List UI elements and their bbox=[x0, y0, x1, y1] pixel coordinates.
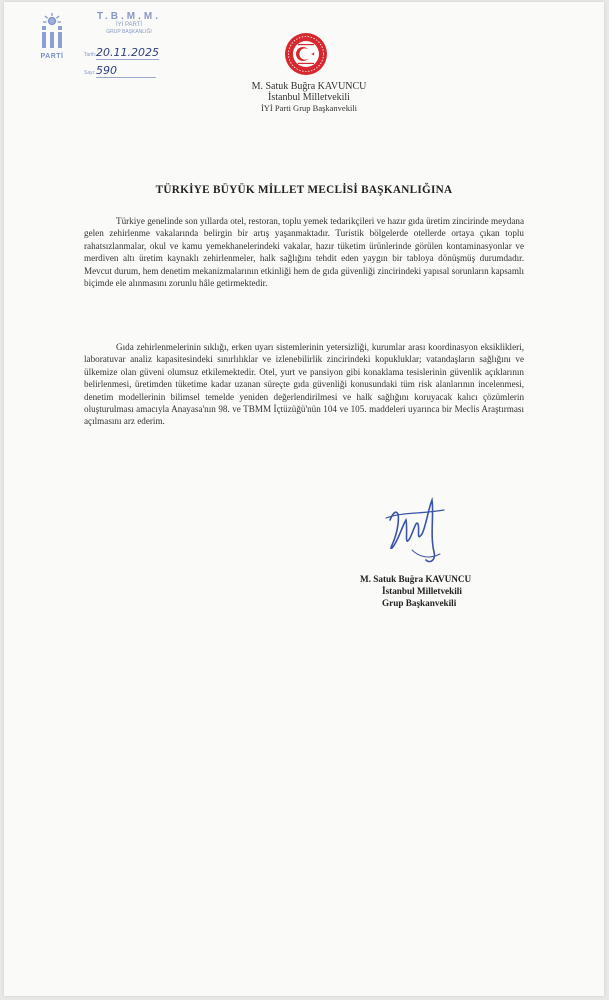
tbmm-emblem-icon bbox=[284, 32, 328, 76]
stamp-number-value: 590 bbox=[96, 64, 156, 78]
stamp-date-label: Tarih: bbox=[84, 52, 97, 58]
body-paragraph: Gıda zehirlenmelerinin sıklığı, erken uyarı sistemlerinin yetersizliği, kurumlar arası koordinasyon eksiklikleri, laboratuvar analiz kapasitesindeki sınırlılıklar ve izlenebilirlik zincirindeki kopukluklar; vatandaşların sağlığını ve ülkemize olan güveni olumsuz etkilemektedir. Otel, yurt ve pansiyon gibi konaklama tesislerinin güvenlik açıklarının belirlenmesi, üretimden tüketime kadar uzanan süreçte gıda güvenliği konusundaki tüm risk alanlarının incelenmesi, denetim modellerinin bilimsel temelde yeniden değerlendirilmesi ve halk sağlığını koruyacak kalıcı çözümlerin oluşturulması amacıyla Anayasa'nın 98. ve TBMM İçtüzüğü'nün 104 ve 105. maddeleri uyarınca bir Meclis Araştırması açılmasını arz ederim. bbox=[84, 342, 524, 427]
party-sun-icon bbox=[39, 12, 65, 52]
stamp-party: İYİ PARTİ bbox=[115, 22, 143, 28]
stamp-title: T.B.M.M. bbox=[97, 11, 161, 22]
party-logo-text: PARTİ bbox=[40, 53, 64, 60]
stamp-group: GRUP BAŞKANLIĞI bbox=[106, 29, 152, 35]
stamp-number-row bbox=[84, 64, 117, 77]
stamp-date-value: 20.11.2025 bbox=[96, 46, 159, 59]
body-paragraph: Türkiye genelinde son yıllarda otel, restoran, toplu yemek tedarikçileri ve hazır gıda üretim zincirinde meydana gelen zehirlenme vakalarında belirgin bir artış yaşanmaktadır. Turistik bölgelerde otellerde ortaya çıkan toplu rahatsızlanmalar, okul ve kamu yemekhanelerindeki vakalar, hazır tüketim ürünlerinde görülen kontaminasyonlar ve merdiven altı üretim kaynaklı zehirlenmeler, halk sağlığını tehdit eden yaygın bir tabloya dönüşmüş durumdadır. Mevcut durum, hem denetim mekanizmalarının etkinliği hem de gıda güvenliği zincirindeki yapısal sorunların kapsamlı biçimde ele alınmasını zorunlu hâle getirmektedir. bbox=[84, 216, 524, 289]
handwritten-signature bbox=[382, 490, 452, 570]
signature-name: M. Satuk Buğra KAVUNCU bbox=[360, 574, 472, 584]
header-position: İYİ Parti Grup Başkanvekili bbox=[260, 103, 358, 113]
document-title: TÜRKİYE BÜYÜK MİLLET MECLİSİ BAŞKANLIĞINA bbox=[155, 184, 453, 196]
document-header bbox=[194, 81, 424, 114]
signature-block bbox=[360, 573, 520, 610]
header-role: İstanbul Milletvekili bbox=[268, 92, 350, 103]
party-logo bbox=[32, 12, 72, 72]
signature-position: Grup Başkanvekili bbox=[382, 598, 457, 609]
document-page bbox=[4, 2, 604, 996]
header-name: M. Satuk Buğra KAVUNCU bbox=[251, 81, 367, 92]
signature-role: İstanbul Milletvekili bbox=[382, 586, 462, 597]
stamp-date-row bbox=[84, 46, 159, 59]
receipt-stamp bbox=[84, 11, 174, 77]
stamp-number-label: Sayı: bbox=[84, 70, 96, 76]
